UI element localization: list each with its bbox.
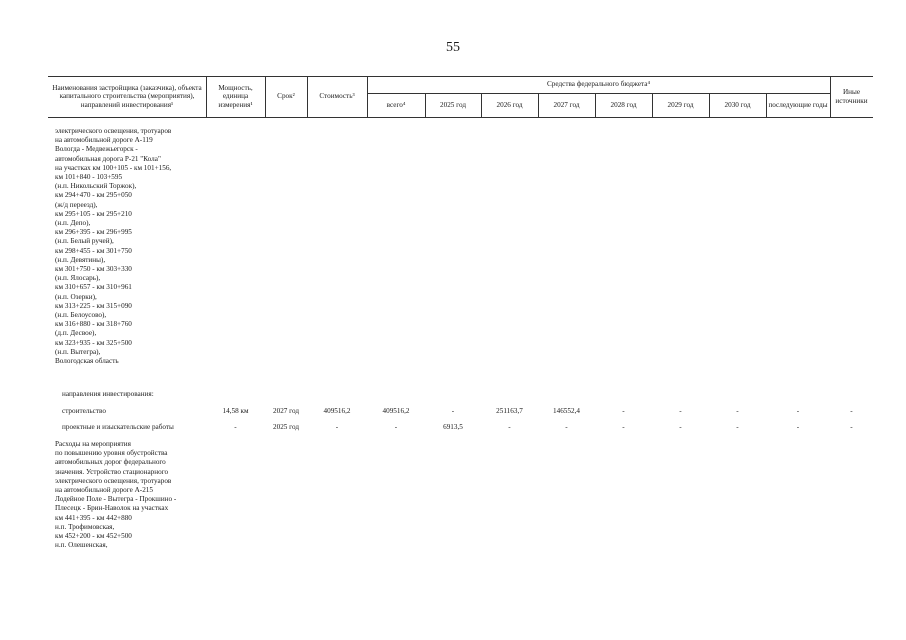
header-federal-budget: Средства федерального бюджета⁴	[547, 80, 650, 89]
description-line: км 295+105 - км 295+210	[55, 209, 132, 218]
row-other: -	[850, 423, 853, 431]
row-cost: 409516,2	[323, 407, 351, 415]
header-term-column: Срок²	[277, 92, 295, 101]
description-line: Вологодская область	[55, 357, 119, 366]
row-other: -	[850, 407, 853, 415]
header-year-2030: 2030 год	[724, 100, 751, 109]
description-line: км 310+657 - км 310+961	[55, 283, 132, 292]
row-2025: 6913,5	[443, 423, 463, 431]
row-2028: -	[622, 423, 625, 431]
description-line: (н.п. Озерки),	[55, 292, 97, 301]
description-line: на автомобильной дороге А-215	[55, 486, 153, 495]
description-line: автомобильных дорог федерального	[55, 458, 166, 467]
row-term: 2027 год	[273, 407, 299, 415]
row-cost: -	[335, 423, 339, 431]
row-2030: -	[736, 407, 739, 415]
row-2026: -	[508, 423, 511, 431]
page-number: 55	[446, 40, 460, 55]
row-later: -	[796, 407, 800, 415]
header-year-total: всего⁴	[386, 100, 406, 109]
description-line: км 452+200 - км 452+500	[55, 532, 132, 541]
description-line: (н.п. Никольский Торжок),	[55, 182, 137, 191]
description-line: на автомобильной дороге А-119	[55, 136, 153, 145]
header-cost-column: Стоимость³	[319, 92, 355, 101]
header-year-later: последующие годы	[768, 100, 828, 109]
row-2028: -	[622, 407, 625, 415]
row-later: -	[796, 423, 800, 431]
row-power: -	[234, 423, 237, 431]
description-line: (д.п. Десвое),	[55, 329, 97, 338]
row-2025: -	[451, 407, 455, 415]
description-line: н.п. Трофимовская,	[55, 522, 115, 531]
description-line: км 323+935 - км 325+500	[55, 338, 132, 347]
row-2027: 146552,4	[553, 407, 580, 415]
description-line: (н.п. Вытегра),	[55, 347, 101, 356]
description-line: км 441+395 - км 442+880	[55, 513, 132, 522]
header-other-sources: Иные источники	[835, 87, 868, 105]
description-line: (н.п. Белый ручей),	[55, 237, 114, 246]
row-name: проектные и изыскательские работы	[62, 423, 174, 431]
row-total: 409516,2	[382, 407, 410, 415]
description-line: автомобильная дорога Р-21 "Кола"	[55, 154, 161, 163]
row-2027: -	[565, 423, 568, 431]
description-line: км 301+750 - км 303+330	[55, 265, 132, 274]
header-year-2028: 2028 год	[610, 100, 637, 109]
header-year-2029: 2029 год	[667, 100, 694, 109]
row-2030: -	[736, 423, 739, 431]
description-line: Плесецк - Брин-Наволок на участках	[55, 504, 169, 513]
description-line: (н.п. Белоусово),	[55, 311, 107, 320]
description-line: (н.п. Депо),	[55, 219, 91, 228]
description-line: на участках км 100+105 - км 101+156,	[55, 163, 172, 172]
description-line: Вологда - Медвежьегорск -	[55, 145, 138, 154]
header-power-column: Мощность, единица измерения¹	[218, 83, 253, 109]
description-line: (ж/д переезд),	[55, 200, 98, 209]
header-year-2025: 2025 год	[440, 100, 466, 109]
description-line: км 298+455 - км 301+750	[55, 246, 132, 255]
row-2029: -	[679, 423, 682, 431]
description-line: значения. Устройство стационарного	[55, 467, 169, 476]
description-line: н.п. Олешенская,	[55, 541, 108, 550]
row-total: -	[394, 423, 398, 431]
row-power: 14,58 км	[222, 407, 249, 415]
description-line: (н.п. Ялосарь),	[55, 274, 101, 283]
description-line: электрического освещения, тротуаров	[55, 127, 172, 135]
description-line: Лодейное Поле - Вытегра - Прокшино -	[55, 495, 177, 504]
description-line: км 313+225 - км 315+090	[55, 301, 132, 310]
row-name: строительство	[62, 407, 106, 415]
row-2029: -	[679, 407, 682, 415]
object-description-block-2	[55, 440, 176, 550]
directions-label: направления инвестирования:	[62, 390, 154, 398]
description-line: электрического освещения, тротуаров	[55, 476, 172, 485]
row-2026: 251163,7	[496, 407, 523, 415]
description-line: км 294+470 - км 295+050	[55, 191, 132, 200]
header-year-2027: 2027 год	[553, 100, 580, 109]
header-name-column: Наименования застройщика (заказчика), объекта капитального строительства (мероприятия), направлений инвестирования¹	[52, 83, 202, 109]
description-line: км 316+880 - км 318+760	[55, 320, 132, 329]
description-line: по повышению уровня обустройства	[55, 449, 168, 458]
object-description-block-1	[55, 127, 171, 366]
header-bottom-border	[48, 117, 873, 118]
description-line: км 101+840 - 103+595	[55, 173, 123, 182]
header-year-2026: 2026 год	[496, 100, 523, 109]
row-term: 2025 год	[273, 423, 299, 431]
description-line: Расходы на мероприятия	[55, 440, 131, 448]
description-line: км 296+395 - км 296+995	[55, 228, 132, 237]
description-line: (н.п. Девятины),	[55, 255, 106, 264]
